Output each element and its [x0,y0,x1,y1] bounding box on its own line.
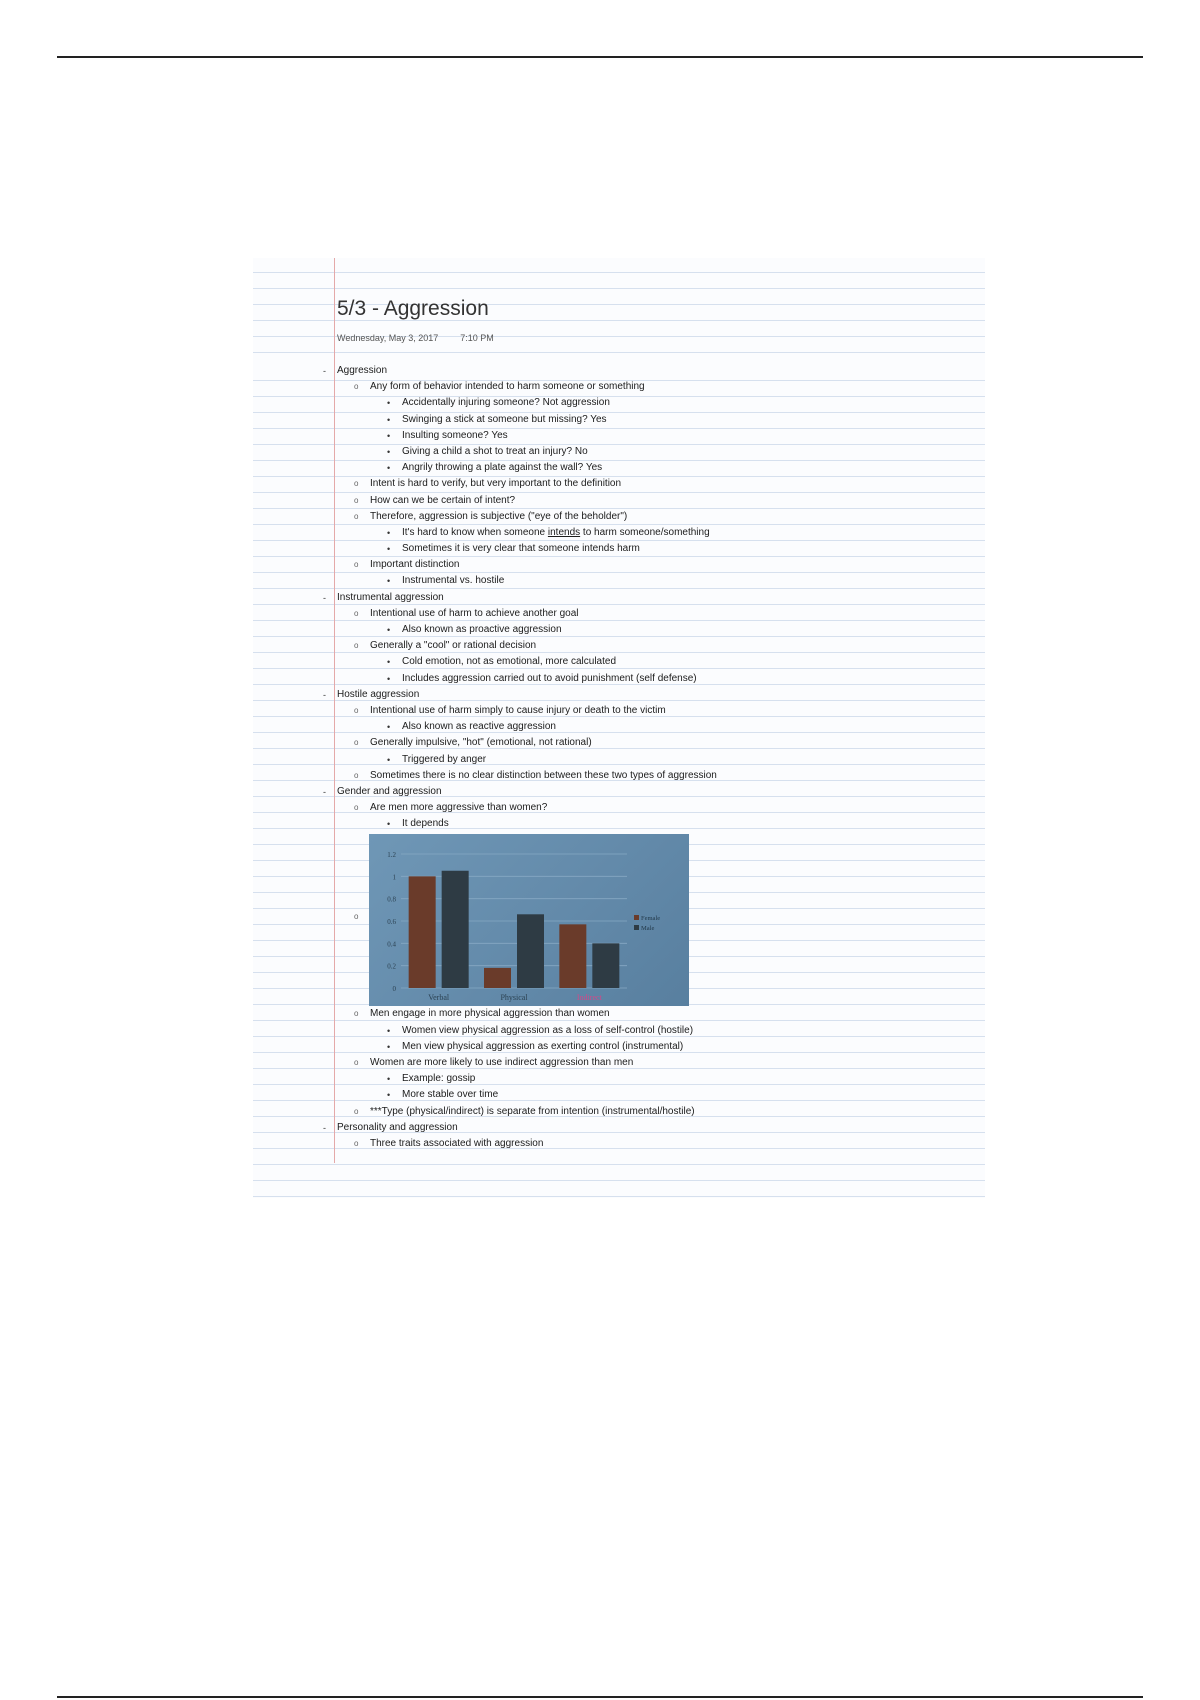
item-text [402,444,588,460]
item-marker: • [387,819,391,830]
item-text [402,719,556,735]
item-text-main: Intentional use of harm simply to cause injury or death to the victim [370,704,666,716]
bottom-rule [57,1696,1143,1698]
outline-item [253,1136,985,1152]
bar-female-physical [484,968,511,988]
bar-male-verbal [442,871,469,988]
item-marker: • [387,1041,391,1052]
item-marker: • [387,673,391,684]
outline-item [253,671,985,687]
item-text-main: Generally a "cool" or rational decision [370,640,537,652]
outline-item [253,428,985,444]
item-text-main: Aggression [337,365,388,376]
item-marker: • [387,398,391,409]
outline-item [253,719,985,735]
item-text [402,525,710,541]
item-text [402,412,607,428]
item-marker: - [323,1122,326,1133]
item-text-main: Hostile aggression [337,688,420,700]
item-text-main: Therefore, aggression is subjective ("eye of the beholder") [370,510,628,522]
outline-item [253,622,985,638]
outline-item [253,1071,985,1087]
item-marker: • [387,754,391,765]
item-marker: - [323,366,326,376]
item-text-main: Gender and aggression [337,785,442,797]
item-text-main: Generally impulsive, "hot" (emotional, not rational) [370,737,592,749]
item-text [337,784,442,800]
item-text-main: Three traits associated with aggression [370,1137,544,1149]
outline-item [253,687,985,703]
bar-female-indirect [559,925,586,989]
outline-item [253,541,985,557]
item-text-underlined: intends [547,526,581,538]
top-rule [57,56,1143,58]
outline-item [253,525,985,541]
item-text [337,590,444,606]
item-text [337,687,419,703]
item-marker: - [323,592,326,603]
outline-item [253,800,985,816]
item-marker: o [354,382,359,392]
outline-item [253,816,985,832]
item-text-main: Also known as proactive aggression [402,624,562,635]
outline-item [253,476,985,492]
item-text [370,768,717,784]
outline-item [253,509,985,525]
item-text-main: Are men more aggressive than women? [370,802,548,814]
x-category-label: Verbal [428,993,450,1003]
item-marker: o [354,912,359,922]
item-text-main: Instrumental vs. hostile [402,575,505,587]
item-marker: o [354,803,359,813]
item-text [402,1071,475,1087]
outline-item [253,1120,985,1136]
outline-item [253,1006,985,1022]
y-tick-label: 0.2 [387,963,396,972]
item-marker: • [387,1074,391,1085]
item-marker: o [354,1058,359,1067]
item-text [370,379,645,395]
item-text [370,1055,633,1071]
legend-swatch-male [634,925,639,930]
item-text [337,1120,458,1136]
outline-item [253,444,985,460]
outline-item [253,784,985,800]
item-text-rest: to harm someone/something [580,526,710,538]
item-text [402,573,504,589]
item-marker: • [387,463,391,474]
outline-item [253,363,985,379]
item-text-main: More stable over time [402,1089,499,1101]
item-marker: o [354,1106,359,1116]
outline-item [253,1055,985,1071]
item-text-main: Women are more likely to use indirect aggression than men [370,1057,634,1068]
legend-label-male: Male [641,925,655,933]
page-meta [337,333,494,343]
item-text [402,541,640,557]
item-marker: • [387,446,391,457]
item-text-main: How can we be certain of intent? [370,494,516,506]
item-text [402,671,697,687]
x-category-label: Indirect [576,993,602,1003]
item-text-main: ***Type (physical/indirect) is separate from intention (instrumental/hostile) [370,1105,695,1117]
item-text [370,1006,610,1022]
item-text-main: It's hard to know when someone [402,526,548,538]
bar-female-verbal [409,877,436,989]
item-text-main: Women view physical aggression as a loss of self-control (hostile) [402,1024,694,1036]
bar-male-indirect [592,944,619,989]
item-text-main: Accidentally injuring someone? Not aggression [402,397,610,409]
legend-swatch-female [634,915,639,920]
item-marker: • [387,430,391,441]
item-text-main: Intentional use of harm to achieve another goal [370,607,579,619]
item-text-main: Intent is hard to verify, but very important to the definition [370,478,622,490]
item-text [370,1104,695,1120]
y-tick-label: 0.4 [387,940,396,949]
item-text [370,1136,543,1152]
outline-item [253,1023,985,1039]
item-text [402,752,486,768]
item-marker: o [354,1138,359,1148]
item-text [402,395,610,411]
item-marker: o [354,608,359,618]
item-marker: o [354,705,359,715]
item-text [370,638,536,654]
item-text [370,557,460,573]
outline-item [253,557,985,573]
item-text-main: Men engage in more physical aggression than women [370,1008,610,1020]
page-time: 7:10 PM [460,333,494,343]
item-text-main: Sometimes it is very clear that someone intends harm [402,543,640,555]
item-text [337,363,387,379]
item-text-main: Swinging a stick at someone but missing? Yes [402,413,607,425]
y-tick-label: 0.6 [387,918,396,927]
outline-item [253,379,985,395]
item-marker: • [387,1090,391,1101]
item-marker: o [354,1009,359,1019]
bar-male-physical [517,915,544,989]
item-marker: - [323,786,326,797]
item-text [370,509,627,525]
item-text-main: Important distinction [370,559,460,571]
item-text [370,476,621,492]
note-page [253,258,985,1198]
item-text-main: Sometimes there is no clear distinction between these two types of aggression [370,769,717,781]
item-text-main: Giving a child a shot to treat an injury? No [402,445,588,457]
page-title: 5/3 - Aggression [337,297,489,320]
y-tick-label: 0.8 [387,896,396,905]
outline-item [253,412,985,428]
item-text [402,1023,693,1039]
outline-chart-item [253,832,985,1006]
item-text-main: Also known as reactive aggression [402,721,556,733]
item-marker: o [354,641,359,651]
item-marker: o [354,770,359,780]
gender-aggression-chart [369,834,689,1006]
outline-item [253,768,985,784]
item-text-main: Angrily throwing a plate against the wall? Yes [402,462,603,474]
outline-item [253,638,985,654]
item-marker: - [323,689,326,700]
item-marker: o [354,479,359,489]
item-marker: • [387,527,391,538]
item-text [402,428,508,444]
note-outline [253,363,985,1152]
y-tick-label: 1.2 [387,851,396,860]
legend-label-female: Female [641,915,661,923]
outline-item [253,654,985,670]
item-text [402,816,449,832]
item-text-main: Cold emotion, not as emotional, more calculated [402,656,617,668]
item-text [402,1039,683,1055]
item-text-main: It depends [402,818,449,830]
item-marker: o [354,560,359,570]
outline-item [253,395,985,411]
item-text-main: Personality and aggression [337,1121,458,1133]
item-text-main: Includes aggression carried out to avoid punishment (self defense) [402,672,697,684]
outline-item [253,606,985,622]
item-text-main: Any form of behavior intended to harm someone or something [370,381,645,393]
item-text [370,606,578,622]
outline-item [253,1087,985,1103]
item-text [370,735,592,751]
item-text [370,800,547,816]
item-text [402,622,562,638]
item-text-main: Men view physical aggression as exerting control (instrumental) [402,1040,684,1052]
outline-item [253,573,985,589]
item-marker: • [387,722,391,733]
item-text [402,654,616,670]
chart-svg [369,834,689,1006]
outline-item [253,1039,985,1055]
item-text-main: Insulting someone? Yes [402,429,508,441]
item-marker: • [387,625,391,635]
x-category-label: Physical [500,993,528,1003]
item-marker: • [387,657,391,668]
item-text-main: Example: gossip [402,1073,476,1085]
item-marker: o [354,738,359,748]
item-marker: o [354,511,359,521]
outline-item [253,703,985,719]
outline-item [253,590,985,606]
y-tick-label: 0 [392,985,396,994]
item-marker: • [387,576,391,587]
y-tick-label: 1 [392,873,396,882]
item-text-main: Triggered by anger [402,753,487,765]
outline-item [253,460,985,476]
item-marker: • [387,1025,391,1036]
item-marker: • [387,414,391,425]
item-text [402,460,602,476]
outline-item [253,493,985,509]
item-text-main: Instrumental aggression [337,591,444,603]
item-marker: o [354,495,359,505]
outline-item [253,752,985,768]
item-text [370,703,666,719]
outline-item [253,735,985,751]
outline-item [253,1104,985,1120]
item-text [402,1087,498,1103]
item-marker: • [387,544,391,555]
page-date: Wednesday, May 3, 2017 [337,333,439,343]
item-text [370,493,515,509]
